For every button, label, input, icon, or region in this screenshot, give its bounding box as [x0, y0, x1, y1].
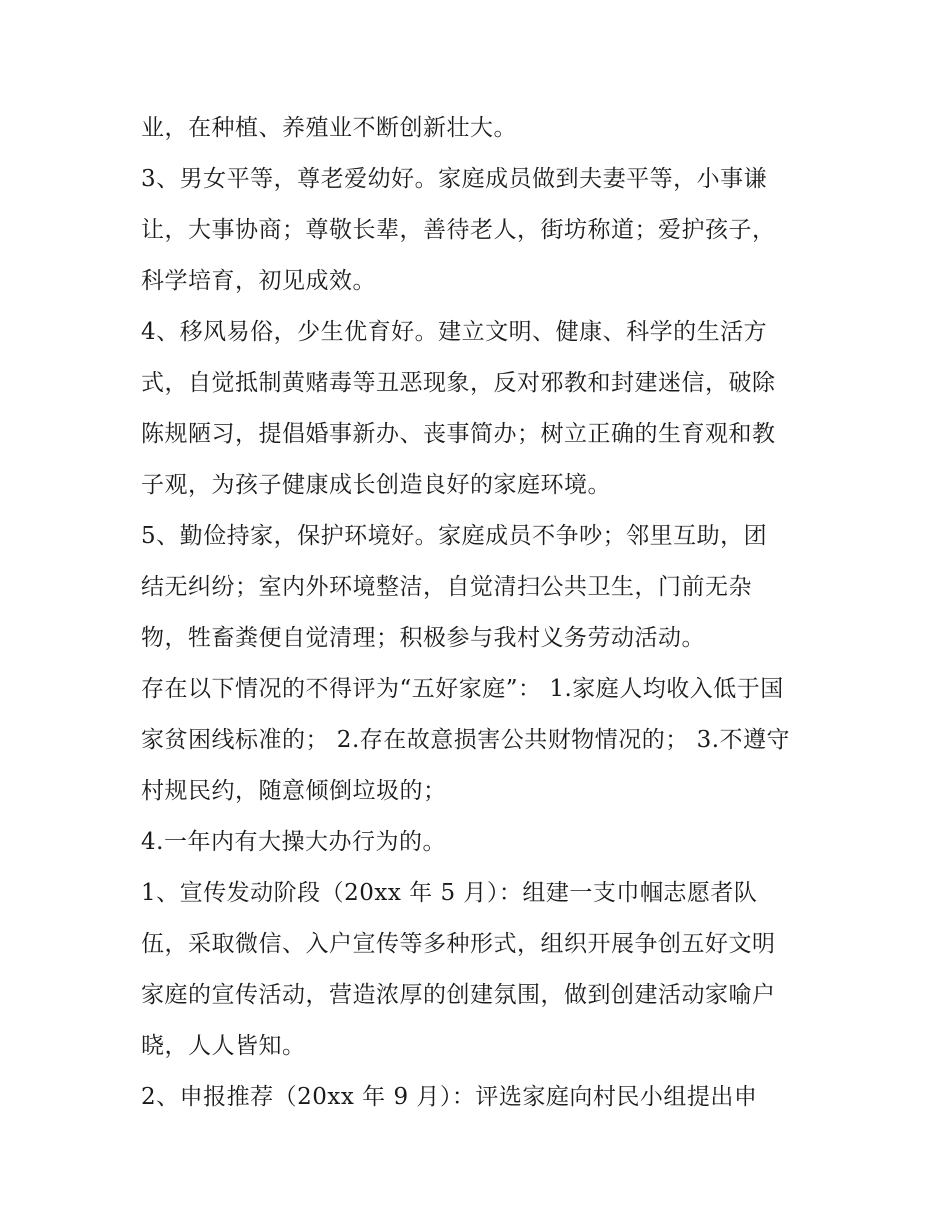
text-line-6: 式，自觉抵制黄赌毒等丑恶现象，反对邪教和封建迷信，破除	[141, 370, 776, 396]
text-line-4: 科学培育，初见成效。	[141, 268, 376, 294]
text-line-14: 村规民约，随意倾倒垃圾的；	[141, 778, 447, 804]
text-line-16: 1、宣传发动阶段（20xx 年 5 月）：组建一支巾帼志愿者队	[141, 880, 758, 906]
text-line-10: 结无纠纷；室内外环境整洁，自觉清扫公共卫生，门前无杂	[141, 574, 752, 600]
text-line-9: 5、勤俭持家，保护环境好。家庭成员不争吵；邻里互助，团	[141, 523, 768, 549]
text-line-20: 2、申报推荐（20xx 年 9 月）：评选家庭向村民小组提出申	[141, 1084, 758, 1110]
text-line-8: 子观，为孩子健康成长创造良好的家庭环境。	[141, 472, 611, 498]
text-line-18: 家庭的宣传活动，营造浓厚的创建氛围，做到创建活动家喻户	[141, 982, 776, 1008]
text-line-15: 4.一年内有大操大办行为的。	[141, 829, 446, 855]
text-line-5: 4、移风易俗，少生优育好。建立文明、健康、科学的生活方	[141, 319, 768, 345]
document-body	[141, 103, 821, 1123]
text-line-11: 物，牲畜粪便自觉清理；积极参与我村义务劳动活动。	[141, 625, 705, 651]
text-line-12: 存在以下情况的不得评为“五好家庭”： 1.家庭人均收入低于国	[141, 676, 784, 702]
text-line-17: 伍，采取微信、入户宣传等多种形式，组织开展争创五好文明	[141, 931, 776, 957]
text-line-7: 陈规陋习，提倡婚事新办、丧事简办；树立正确的生育观和教	[141, 421, 776, 447]
text-line-3: 让，大事协商；尊敬长辈，善待老人，街坊称道；爱护孩子，	[141, 217, 776, 243]
text-line-13: 家贫困线标准的； 2.存在故意损害公共财物情况的； 3.不遵守	[141, 727, 791, 753]
text-line-1: 业，在种植、养殖业不断创新壮大。	[141, 115, 517, 141]
text-line-2: 3、男女平等，尊老爱幼好。家庭成员做到夫妻平等，小事谦	[141, 166, 768, 192]
text-line-19: 晓，人人皆知。	[141, 1033, 306, 1059]
